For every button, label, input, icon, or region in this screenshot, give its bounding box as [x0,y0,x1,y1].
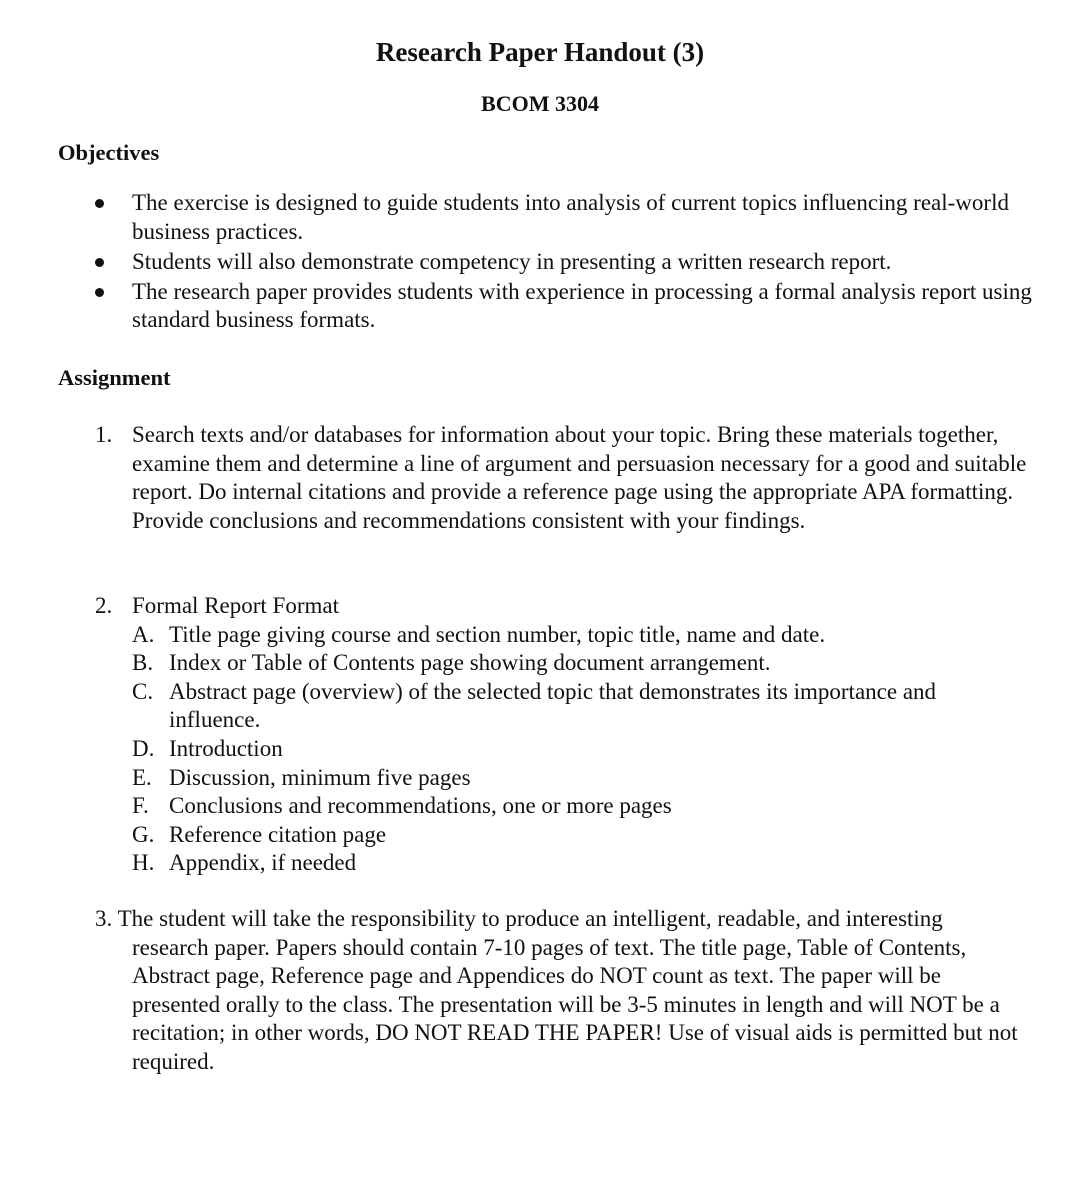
sub-item-letter: B. [132,650,154,676]
bullet-icon [95,199,104,208]
list-item [132,849,999,878]
item-number: 2. [95,593,113,618]
sub-item-text: Conclusions and recommendations, one or more pages [169,793,672,819]
sub-item-text: Abstract page (overview) of the selected topic that demonstrates its importance and influence. [169,678,937,733]
sub-item-letter: A. [132,621,155,647]
bullet-icon [95,258,104,267]
sub-item-text: Title page giving course and section number, topic title, name and date. [169,621,826,647]
item-text: Formal Report Format [132,593,339,618]
list-item [132,821,999,850]
item-text [95,905,1030,1077]
sub-item-letter: G. [132,821,155,847]
list-item [132,735,999,764]
list-item [132,621,999,650]
sub-item-text: Appendix, if needed [169,850,357,876]
item-number: 1. [95,422,113,447]
objective-text: Students will also demonstrate competency in presenting a written research report. [132,248,892,274]
list-item [132,678,999,735]
assignment-item-2 [0,592,1080,878]
list-item [0,248,1032,277]
item-number: 3. [95,906,113,931]
item-text-continuation: research paper. Papers should contain 7-10 pages of text. The title page, Table of Contents, Abstract page, Reference page and Appendices do NOT count as text. The paper will be presented orally to the class. The presentation will be 3-5 minutes in length and will NOT be a recitation; in other words, DO NOT READ THE PAPER! Use of visual aids is permitted but not required. [132,934,1018,1074]
list-item [132,649,999,678]
list-item [0,189,1032,246]
assignment-item-1 [0,421,1080,535]
sub-item-letter: H. [132,850,155,876]
report-format-list [0,621,1080,878]
objective-text: The research paper provides students with experience in processing a formal analysis report using standard business formats. [132,278,1032,333]
list-item [0,278,1032,335]
sub-item-text: Index or Table of Contents page showing document arrangement. [169,650,771,676]
objective-text: The exercise is designed to guide students into analysis of current topics influencing real-world business practices. [132,190,1009,244]
sub-item-letter: F. [132,793,149,819]
sub-item-text: Discussion, minimum five pages [169,764,471,790]
assignment-heading: Assignment [58,365,171,390]
sub-item-text: Reference citation page [169,821,387,847]
sub-item-letter: E. [132,764,152,790]
list-item [132,764,999,793]
sub-item-letter: C. [132,678,154,704]
course-code: BCOM 3304 [481,91,599,116]
sub-item-text: Introduction [169,735,283,761]
item-text: Search texts and/or databases for information about your topic. Bring these materials together, examine them and determine a line of argument and persuasion necessary for a good and suitable report. Do internal citations and provide a reference page using the appropriate APA formatting. Provide conclusions and recommendations consistent with your findings. [132,422,1027,533]
objectives-heading: Objectives [58,140,160,165]
item-text-first-line: The student will take the responsibility to produce an intelligent, readable, and interesting [117,906,943,931]
list-item [132,792,999,821]
sub-item-letter: D. [132,735,155,761]
objectives-list [0,189,1080,335]
document-title: Research Paper Handout (3) [375,37,705,67]
bullet-icon [95,288,104,297]
